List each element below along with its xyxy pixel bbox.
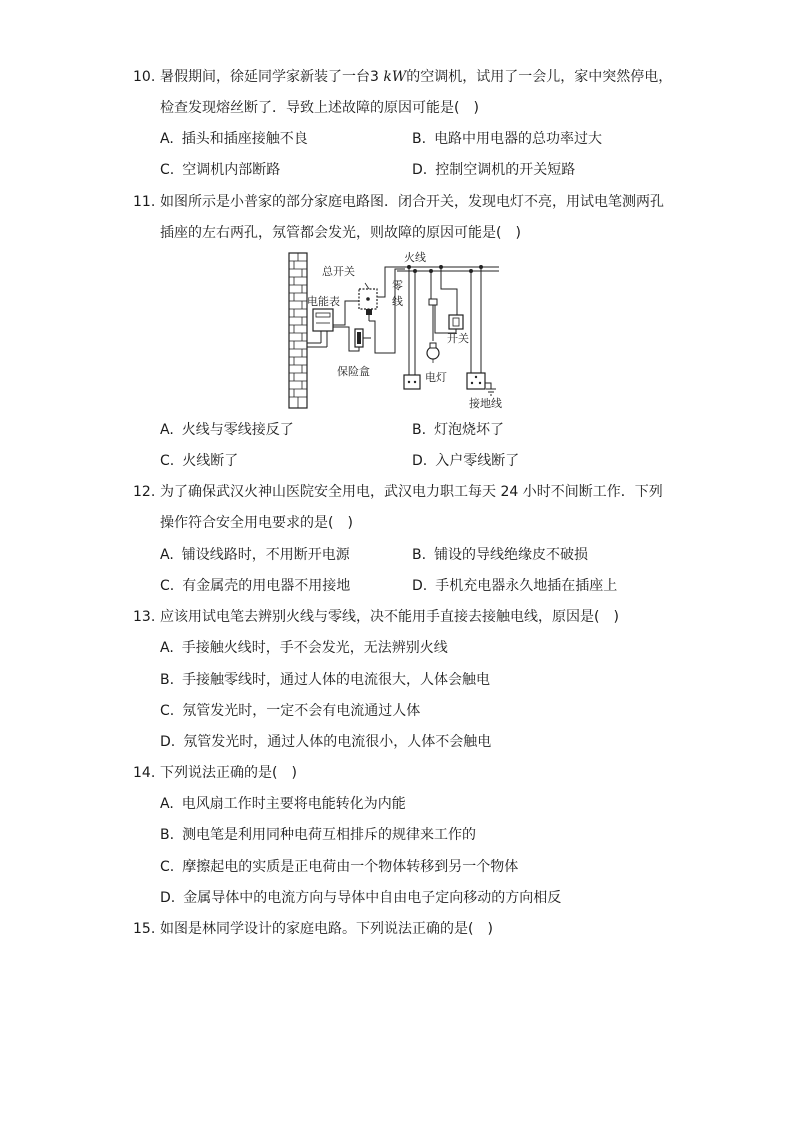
option-c[interactable]: C. 有金属壳的用电器不用接地 <box>160 578 351 594</box>
neutral-wire-label-1: 零 <box>392 279 403 292</box>
switch-label: 开关 <box>447 332 469 345</box>
option-a[interactable]: A. 手接触火线时，手不会发光，无法辨别火线 <box>160 640 448 656</box>
neutral-wire-label-2: 线 <box>392 295 403 308</box>
option-c[interactable]: C. 火线断了 <box>160 453 239 469</box>
option-b[interactable]: B. 铺设的导线绝缘皮不破损 <box>412 547 589 563</box>
lamp <box>427 299 439 363</box>
question-stem-line-1: 应该用试电笔去辨别火线与零线，决不能用手直接去接触电线，原因是( ) <box>160 609 619 625</box>
option-c[interactable]: C. 氖管发光时，一定不会有电流通过人体 <box>160 703 421 719</box>
switch <box>449 315 463 329</box>
option-a[interactable]: A. 铺设线路时，不用断开电源 <box>160 547 350 563</box>
option-c[interactable]: C. 空调机内部断路 <box>160 162 281 178</box>
option-d[interactable]: D. 入户零线断了 <box>412 453 520 469</box>
question-stem-line-2: 插座的左右两孔，氖管都会发光，则故障的原因可能是( ) <box>160 225 521 241</box>
question-stem-line-1: 下列说法正确的是( ) <box>160 765 297 781</box>
three-hole-socket <box>467 373 485 389</box>
wall <box>289 253 307 408</box>
question-stem-line-1: 如图是林同学设计的家庭电路。下列说法正确的是( ) <box>160 921 493 937</box>
question-stem-line-2: 检查发现熔丝断了．导致上述故障的原因可能是( ) <box>160 100 479 116</box>
question-number: 14. <box>133 765 156 781</box>
option-b[interactable]: B. 测电笔是利用同种电荷互相排斥的规律来工作的 <box>160 827 477 843</box>
option-a[interactable]: A. 电风扇工作时主要将电能转化为内能 <box>160 796 406 812</box>
option-b[interactable]: B. 手接触零线时，通过人体的电流很大，人体会触电 <box>160 672 491 688</box>
question-stem-line-1: 如图所示是小普家的部分家庭电路图．闭合开关，发现电灯不亮，用试电笔测两孔 <box>160 194 664 210</box>
main-switch <box>359 283 377 321</box>
household-circuit-diagram <box>285 247 515 415</box>
ground-icon <box>485 383 496 395</box>
question-number: 11. <box>133 194 156 210</box>
question-number: 12. <box>133 484 156 500</box>
question-number: 13. <box>133 609 156 625</box>
fuse-box-label: 保险盒 <box>337 365 370 378</box>
question-number: 10. <box>133 69 156 85</box>
option-d[interactable]: D. 手机充电器永久地插在插座上 <box>412 578 618 594</box>
option-d[interactable]: D. 金属导体中的电流方向与导体中自由电子定向移动的方向相反 <box>160 890 562 906</box>
live-wire-label: 火线 <box>404 251 426 264</box>
option-c[interactable]: C. 摩擦起电的实质是正电荷由一个物体转移到另一个物体 <box>160 859 519 875</box>
question-number: 15. <box>133 921 156 937</box>
option-a[interactable]: A. 火线与零线接反了 <box>160 422 294 438</box>
option-a[interactable]: A. 插头和插座接触不良 <box>160 131 308 147</box>
fuse-box <box>355 329 363 347</box>
main-switch-label: 总开关 <box>322 265 355 278</box>
question-stem-line-1: 暑假期间，徐延同学家新装了一台3 kW的空调机，试用了一会儿，家中突然停电， <box>160 69 673 85</box>
question-stem-line-1: 为了确保武汉火神山医院安全用电，武汉电力职工每天 24 小时不间断工作．下列 <box>160 484 663 500</box>
option-d[interactable]: D. 氖管发光时，通过人体的电流很小，人体不会触电 <box>160 734 492 750</box>
two-hole-socket <box>404 375 420 389</box>
meter-label: 电能表 <box>307 295 340 308</box>
question-stem-line-2: 操作符合安全用电要求的是( ) <box>160 515 353 531</box>
electric-meter <box>307 309 333 347</box>
option-b[interactable]: B. 电路中用电器的总功率过大 <box>412 131 603 147</box>
lamp-label: 电灯 <box>425 371 447 384</box>
option-b[interactable]: B. 灯泡烧坏了 <box>412 422 505 438</box>
ground-wire-label: 接地线 <box>469 397 502 410</box>
option-d[interactable]: D. 控制空调机的开关短路 <box>412 162 576 178</box>
